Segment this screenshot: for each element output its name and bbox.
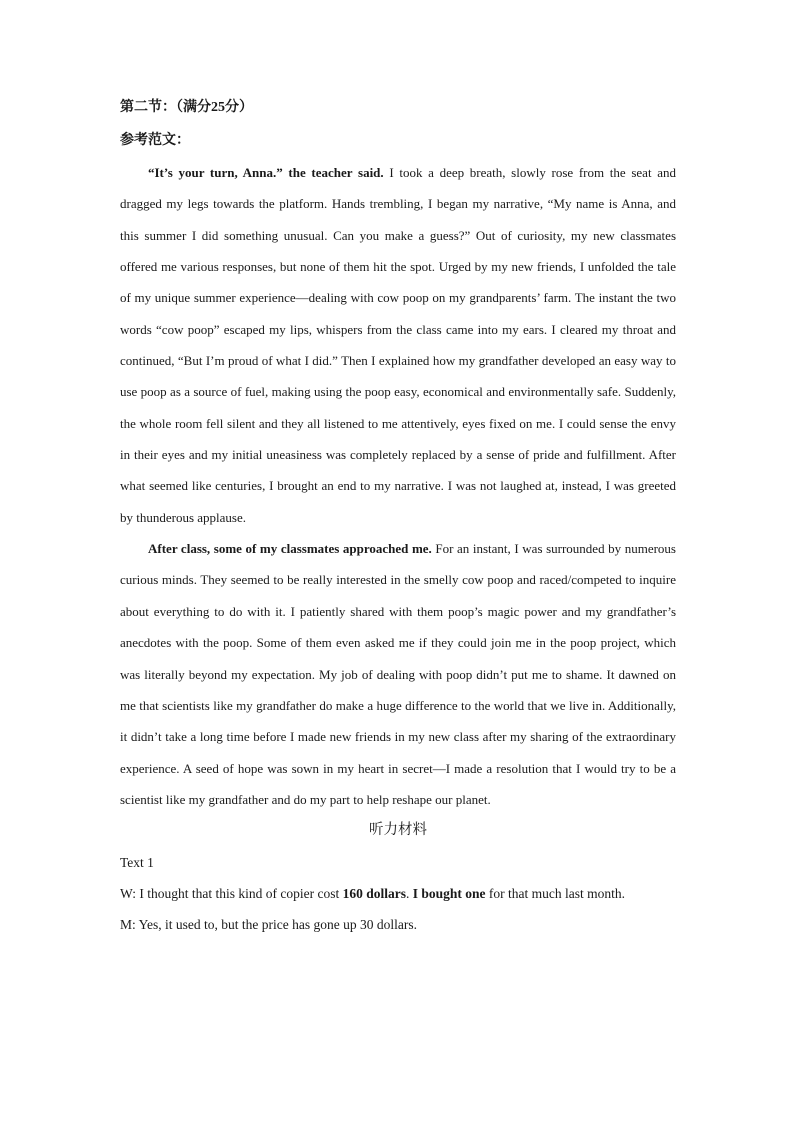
listening-material-title: 听力材料 xyxy=(369,822,427,839)
woman-line-mid: . xyxy=(405,885,413,901)
dialogue-line-man: M: Yes, it used to, but the price has gone up 30 dollars. xyxy=(120,917,417,933)
woman-line-suffix: for that much last month. xyxy=(485,885,625,901)
dialogue-line-woman xyxy=(120,878,676,909)
essay-paragraph-1 xyxy=(120,157,676,533)
paragraph-2-body: For an instant, I was surrounded by numerous curious minds. They seemed to be really interested in the smelly cow poop and raced/competed to inquire about everything to do with it. I patiently shared with them poop’s magic power and my grandfather’s anecdotes with the poop. Some of them even asked me if they could join me in the poop project, which was literally beyond my expectation. My job of dealing with poop didn’t put me to shame. It dawned on me that scientists like my grandfather do make a huge difference to the world that we live in. Additionally, it didn’t take a long time before I made new friends in my new class after my sharing of the extraordinary experience. A seed of hope was sown in my heart in secret—I made a resolution that I would try to be a scientist like my grandfather and do my part to help reshape our planet. xyxy=(120,541,676,807)
paragraph-1-body: I took a deep breath, slowly rose from the seat and dragged my legs towards the platform. Hands trembling, I began my narrative, “My name is Anna, and this summer I did something unusual. Can you make a guess?” Out of curiosity, my new classmates offered me various responses, but none of them hit the spot. Urged by my new friends, I unfolded the tale of my unique summer experience—dealing with cow poop on my grandparents’ farm. The instant the two words “cow poop” escaped my lips, whispers from the class came into my ears. I cleared my throat and continued, “But I’m proud of what I did.” Then I explained how my grandfather developed an easy way to use poop as a source of fuel, making using the poop easy, economical and environmentally safe. Suddenly, the whole room fell silent and they all listened to me attentively, eyes fixed on me. I could sense the envy in their eyes and my initial uneasiness was completely replaced by a sense of pride and fulfillment. After what seemed like centuries, I brought an end to my narrative. I was not laughed at, instead, I was greeted by thunderous applause. xyxy=(120,165,676,525)
woman-line-price: 160 dollars xyxy=(342,885,406,901)
woman-line-prefix: W: I thought that this kind of copier cost xyxy=(120,885,343,901)
text-1-label: Text 1 xyxy=(120,854,154,870)
section-heading: 第二节：（满分25分） xyxy=(120,100,253,115)
paragraph-2-lead: After class, some of my classmates approached me. xyxy=(148,541,432,557)
sample-essay-heading: 参考范文： xyxy=(120,133,190,148)
woman-line-bought: I bought one xyxy=(412,885,486,901)
page-content xyxy=(120,98,676,941)
paragraph-1-lead: “It’s your turn, Anna.” the teacher said. xyxy=(148,165,384,180)
essay-paragraph-2 xyxy=(120,533,676,815)
